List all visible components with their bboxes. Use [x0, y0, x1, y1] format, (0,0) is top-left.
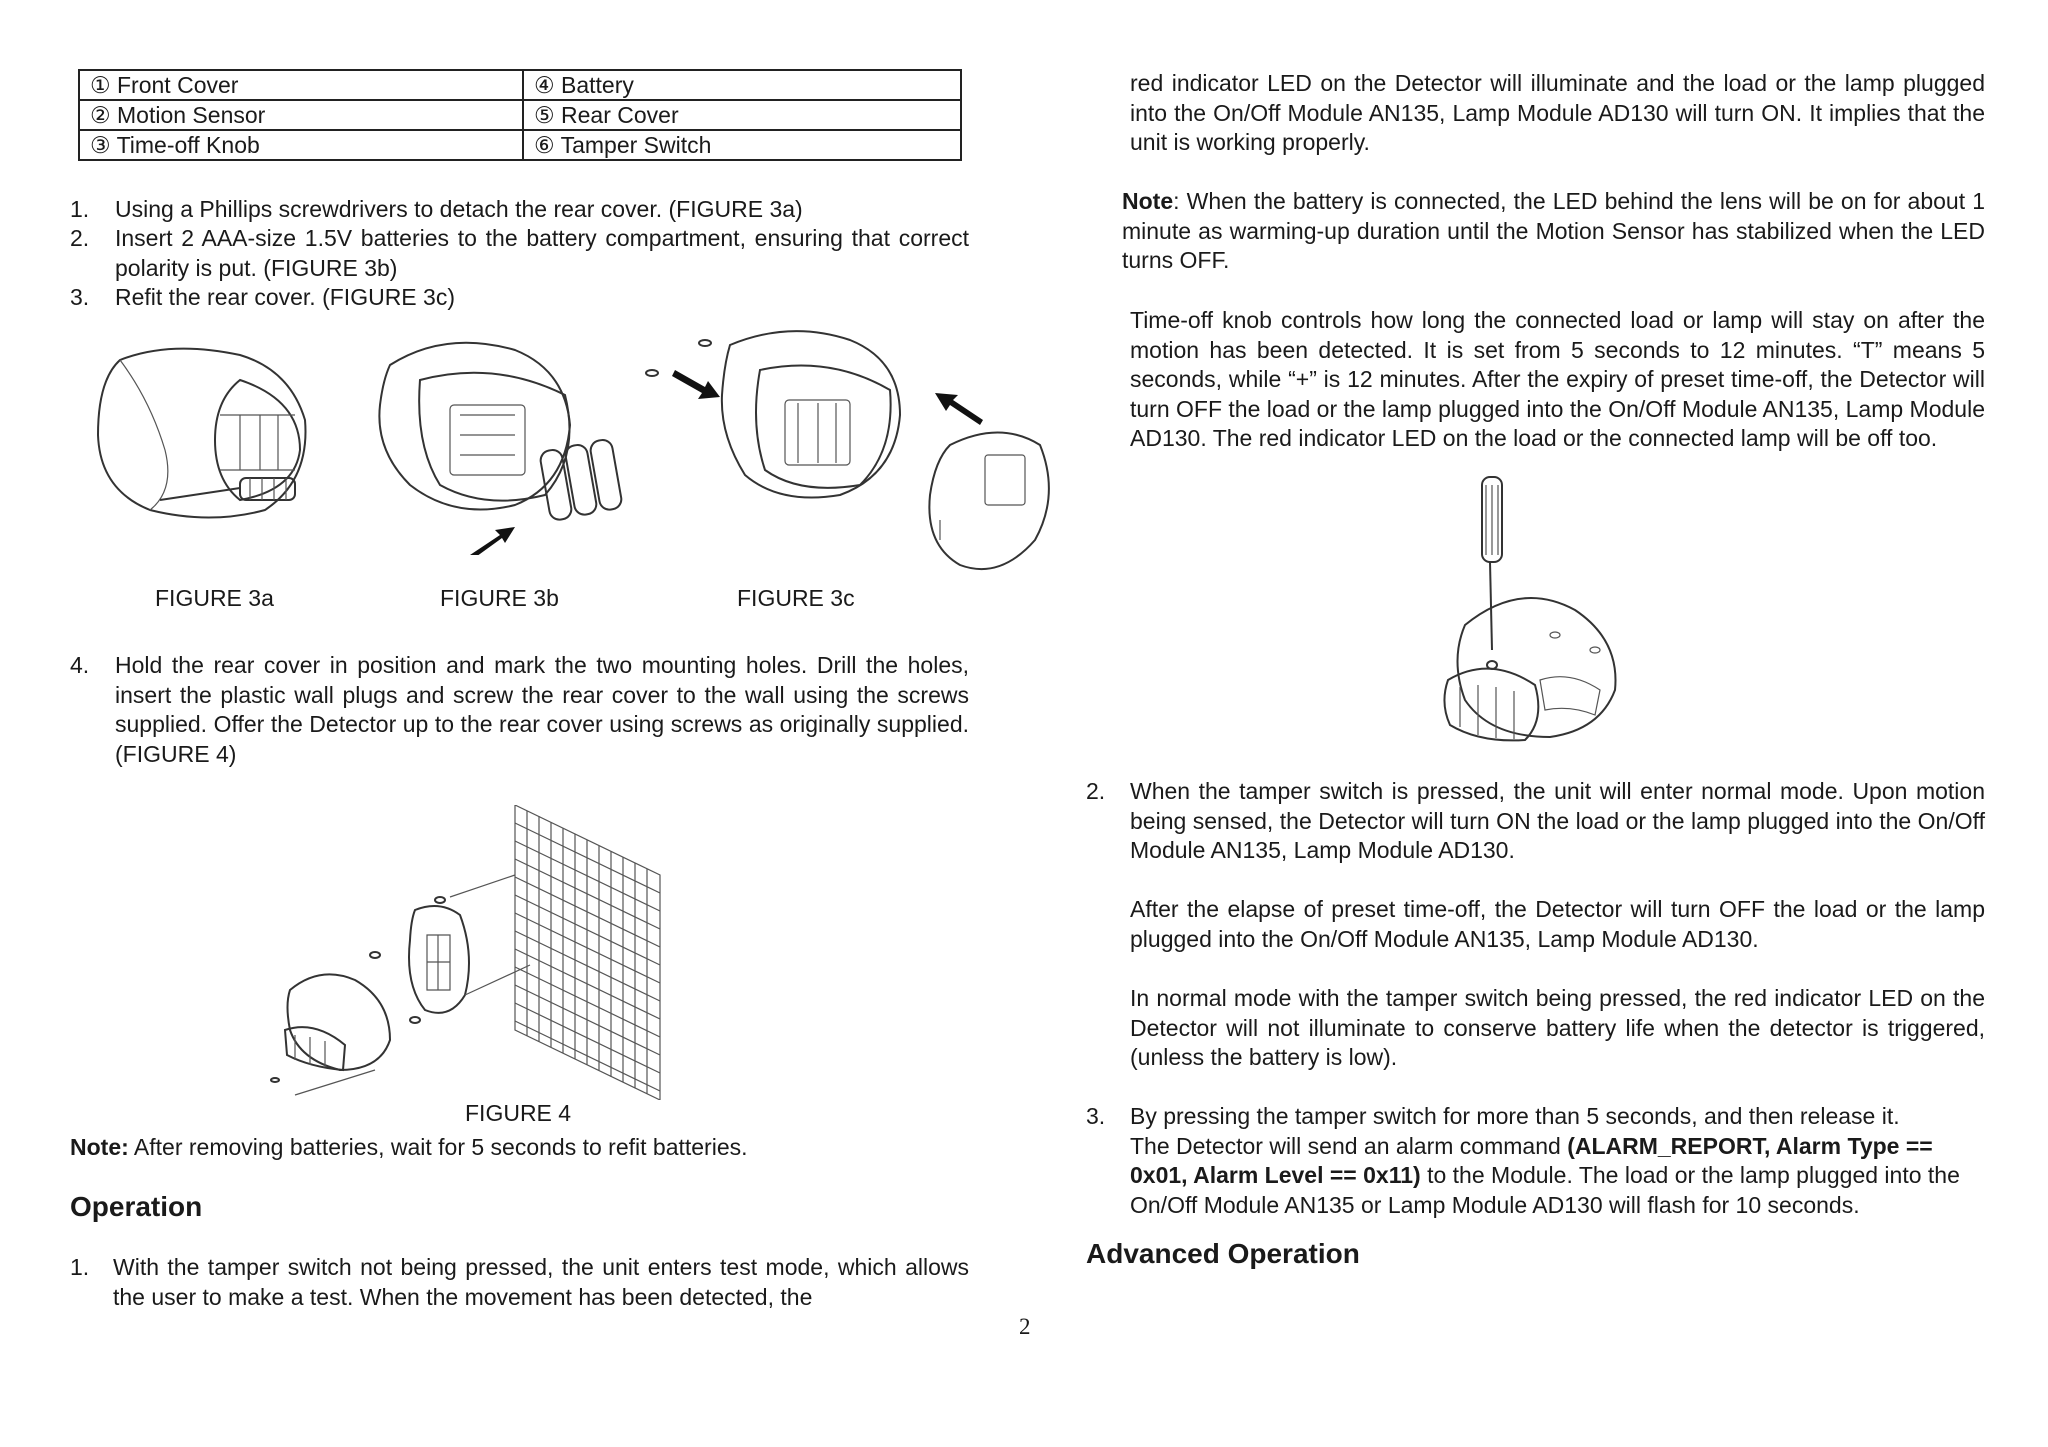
parts-table [78, 69, 962, 161]
battery-note [70, 1133, 970, 1163]
step2-paragraph: In normal mode with the tamper switch being pressed, the red indicator LED on the Detector will not illuminate to conserve battery life when the detector is triggered, (unless the battery is low). [1130, 985, 1985, 1070]
step-text: When the tamper switch is pressed, the unit will enter normal mode. Upon motion being sensed, the Detector will turn ON the load or the lamp plugged into the On/Off Module AN135, Lamp Module AD130. [1130, 778, 1985, 863]
table-row [79, 70, 961, 100]
note-label: Note [1122, 188, 1174, 214]
table-cell: ④ Battery [523, 70, 961, 100]
step-text: Using a Phillips screwdrivers to detach the rear cover. (FIGURE 3a) [115, 196, 803, 222]
figure-3b-illustration [365, 335, 625, 555]
figure-3b-caption: FIGURE 3b [440, 585, 559, 611]
table-cell: ⑥ Tamper Switch [523, 130, 961, 160]
step-body [1130, 1132, 1985, 1221]
figure-3a-caption: FIGURE 3a [155, 585, 274, 611]
timeoff-knob-illustration [1420, 475, 1630, 745]
table-cell: ⑤ Rear Cover [523, 100, 961, 130]
table-cell: ① Front Cover [79, 70, 523, 100]
step-number: 2. [70, 225, 90, 251]
step-text [1130, 1102, 1985, 1220]
figure-4-illustration [265, 805, 675, 1100]
step-text: Refit the rear cover. (FIGURE 3c) [115, 284, 455, 310]
step2-paragraph: After the elapse of preset time-off, the Detector will turn OFF the load or the lamp plugged into the On/Off Module AN135, Lamp Module AD130. [1130, 896, 1985, 952]
step-number: 4. [70, 652, 90, 678]
step-text: Hold the rear cover in position and mark the two mounting holes. Drill the holes, insert the plastic wall plugs and screw the rear cover to the wall using the screws supplied. Offer the Detector up to the rear cover using screws as originally supplied. (FIGURE 4) [115, 652, 969, 767]
step-number: 2. [1086, 778, 1106, 804]
led-note [1122, 187, 1985, 276]
note-text: After removing batteries, wait for 5 seconds to refit batteries. [128, 1134, 748, 1160]
page-number: 2 [1019, 1314, 1031, 1339]
table-row [79, 130, 961, 160]
figure-3c-caption: FIGURE 3c [737, 585, 855, 611]
step-text: With the tamper switch not being pressed, the unit enters test mode, which allows the user to make a test. When the movement has been detected, the [113, 1254, 969, 1310]
step-text-part: The Detector will send an alarm command [1130, 1132, 1568, 1159]
step-number: 1. [70, 1254, 90, 1280]
table-cell: ③ Time-off Knob [79, 130, 523, 160]
step-number: 3. [70, 284, 90, 310]
operation-heading: Operation [70, 1191, 203, 1222]
step-line: By pressing the tamper switch for more than 5 seconds, and then release it. [1130, 1103, 1900, 1129]
figure-3c-illustration [640, 325, 1060, 580]
step-text-part: to the Module. The load or the lamp plugged into the On/Off Module AN135 or Lamp Module AD130 will flash for 10 seconds. [1130, 1162, 1960, 1218]
table-cell: ② Motion Sensor [79, 100, 523, 130]
table-row [79, 100, 961, 130]
step-number: 3. [1086, 1103, 1106, 1129]
alarm-command: (ALARM_REPORT, Alarm Type == 0x01, Alarm Level == 0x11) [1130, 1132, 1933, 1188]
note-label: Note: [70, 1134, 129, 1160]
timeoff-paragraph: Time-off knob controls how long the connected load or lamp will stay on after the motion has been detected. It is set from 5 seconds to 12 minutes. “T” means 5 seconds, while “+” is 12 minutes. After the expiry of preset time-off, the Detector will turn OFF the load or the lamp plugged into the On/Off Module AN135, Lamp Module AD130. The red indicator LED on the load or the connected lamp will be off too. [1130, 307, 1985, 451]
step-number: 1. [70, 196, 90, 222]
note-text: : When the battery is connected, the LED behind the lens will be on for about 1 minute as warming-up duration until the Motion Sensor has stabilized when the LED turns OFF. [1122, 188, 1985, 273]
operation-step1-continued: red indicator LED on the Detector will illuminate and the load or the lamp plugged into the On/Off Module AN135, Lamp Module AD130 will turn ON. It implies that the unit is working properly. [1130, 70, 1985, 155]
figure-4-caption: FIGURE 4 [465, 1100, 572, 1126]
step-text: Insert 2 AAA-size 1.5V batteries to the battery compartment, ensuring that correct polarity is put. (FIGURE 3b) [115, 225, 969, 281]
figure-3a-illustration [90, 340, 320, 530]
advanced-operation-heading: Advanced Operation [1086, 1238, 1360, 1269]
